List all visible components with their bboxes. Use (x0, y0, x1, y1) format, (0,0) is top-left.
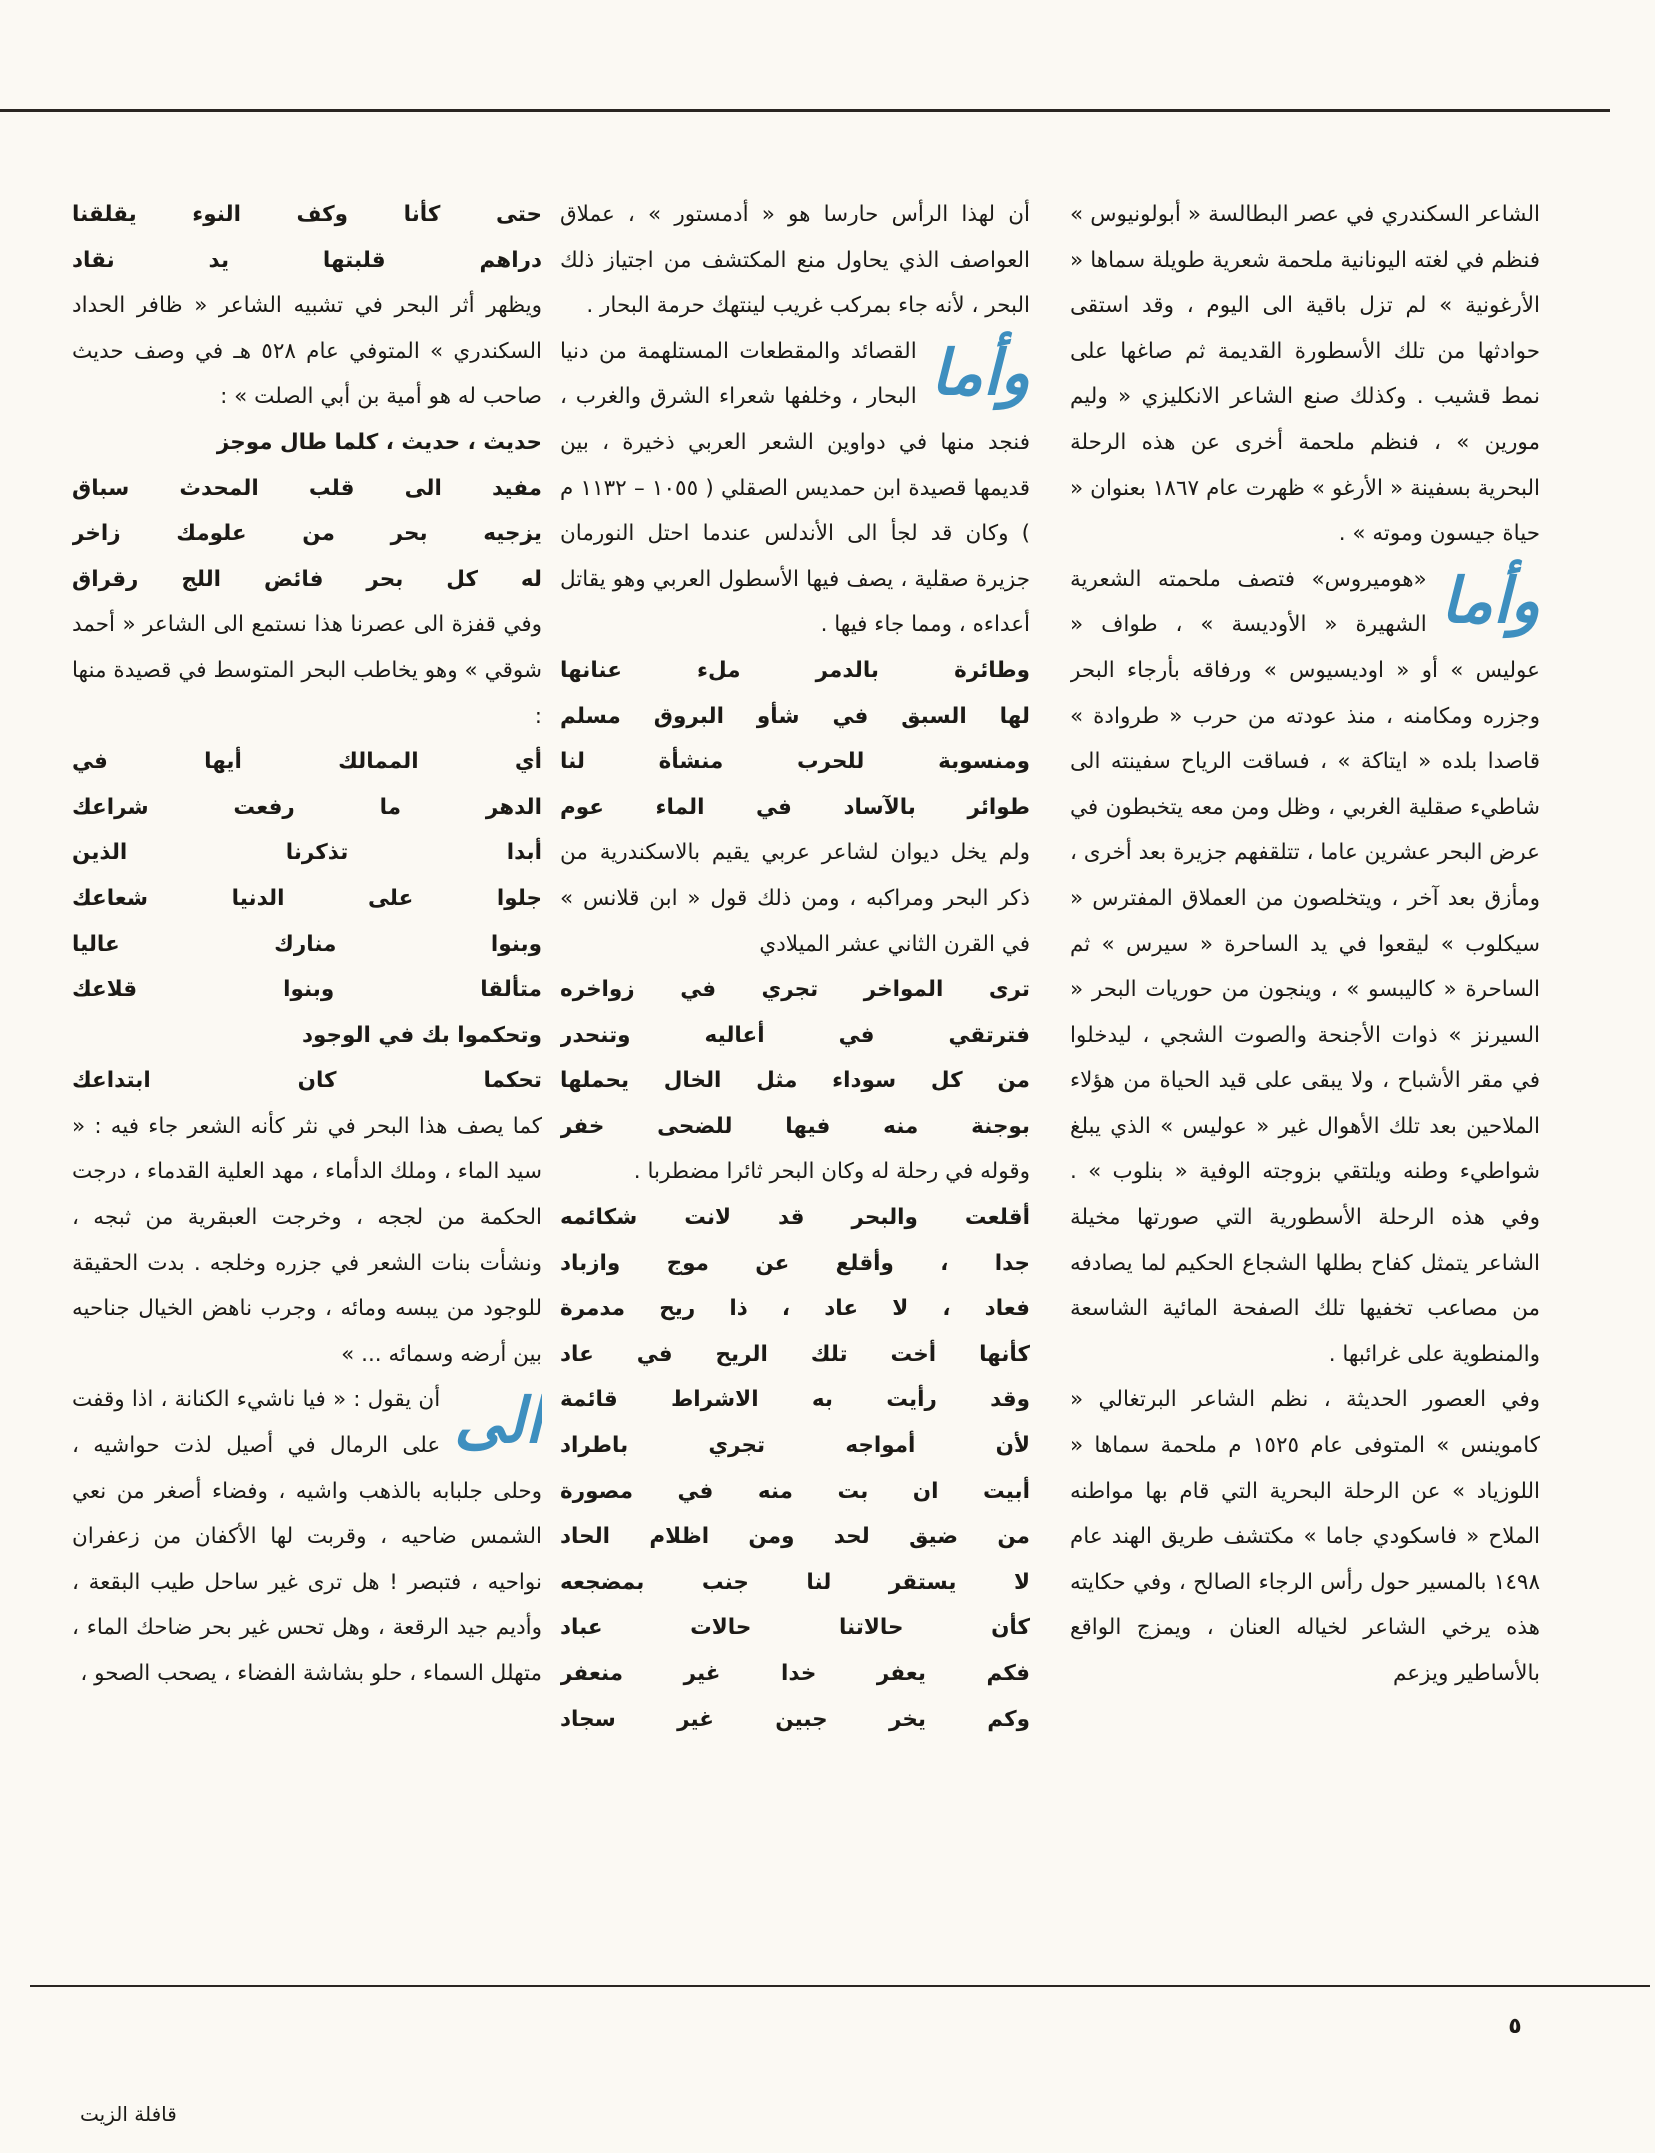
poem-verse (560, 1058, 1030, 1104)
decorative-initial: الى (454, 1384, 542, 1458)
poem-verse (560, 1195, 1030, 1241)
article-paragraph (560, 830, 1030, 967)
poem-verse (560, 739, 1030, 785)
decorative-initial: وأما (930, 335, 1030, 409)
paragraph-text: «هوميروس» فتصف ملحمته الشعرية الشهيرة « الأوديسة » ، طواف « عوليس » أو « اوديسيوس » ورفاقه بأرجاء البحر وجزره ومكامنه ، منذ عودته من حرب « طروادة » قاصدا بلده « ايتاكة » ، فساقت الرياح سفينته الى شاطيء صقلية الغربي ، وظل ومن معه يتخبطون في عرض البحر عشرين عاما ، تتلقفهم جزيرة بعد أخرى ، ومأزق بعد آخر ، ويتخلصون من العملاق المفترس « سيكلوب » ليقعوا في يد الساحرة « سيرس » ثم الساحرة « كاليبسو » ، وينجون من حوريات البحر « السيرنز » ذوات الأجنحة والصوت الشجي ، ليدخلوا في مقر الأشباح ، ولا يبقى على قيد الحياة من هؤلاء الملاحين بعد تلك الأهوال غير « عوليس » الذي يبلغ شواطيء وطنه ويلتقي بزوجته الوفية « بنلوب » . وفي هذه الرحلة الأسطورية التي صورتها مخيلة الشاعر يتمثل كفاح بطلها الشجاع الحكيم لما يصادفه من مصاعب تخفيها تلك الصفحة المائية الشاسعة والمنطوية على غرائبها . (1070, 566, 1540, 1367)
article-paragraph (72, 1377, 542, 1696)
page-number: ٥ (1508, 2014, 1522, 2039)
poem-verse (72, 876, 542, 922)
poem-verse (560, 1423, 1030, 1469)
paragraph-text: جدا ، وأقلع عن موج وازباد (560, 1250, 1030, 1276)
poem-verse (560, 1469, 1030, 1515)
poem-verse (560, 1104, 1030, 1150)
poem-verse (72, 420, 542, 466)
paragraph-text: فكم يعفر خدا غير منعفر (560, 1661, 1030, 1686)
paragraph-text: وفي العصور الحديثة ، نظم الشاعر البرتغالي « كاموينس » المتوفى عام ١٥٢٥ م ملحمة سماها « اللوزياد » عن الرحلة البحرية التي قام بها مواطنه الملاح « فاسكودي جاما » مكتشف طريق الهند عام ١٤٩٨ بالمسير حول رأس الرجاء الصالح ، وفي حكايته هذه يرخي الشاعر لخياله العنان ، ويمزج الواقع بالأساطير ويزعم (1070, 1387, 1540, 1686)
poem-verse (560, 785, 1030, 831)
poem-verse (560, 1651, 1030, 1697)
poem-verse (72, 739, 542, 785)
paragraph-text: من كل سوداء مثل الخال يحملها (560, 1068, 1030, 1094)
poem-verse (72, 785, 542, 831)
article-paragraph (1070, 1377, 1540, 1696)
article-paragraph (72, 602, 542, 739)
paragraph-text: حتى كأنا وكف النوء يقلقنا (72, 202, 542, 227)
poem-verse (72, 1058, 542, 1104)
paragraph-text: وطائرة بالدمر ملء عنانها (560, 657, 1030, 683)
paragraph-text: مفيد الى قلب المحدث سباق (72, 475, 542, 501)
paragraph-text: فعاد ، لا عاد ، ذا ريح مدمرة (560, 1296, 1030, 1322)
paragraph-text: كأن حالاتنا حالات عباد (560, 1615, 1030, 1641)
poem-verse (560, 1377, 1030, 1423)
poem-verse (560, 694, 1030, 740)
paragraph-text: يزجيه بحر من علومك زاخر (72, 521, 542, 547)
paragraph-text: فترتقي في أعاليه وتنحدر (560, 1022, 1030, 1048)
poem-verse (560, 1241, 1030, 1287)
poem-verse (560, 1560, 1030, 1606)
paragraph-text: كما يصف هذا البحر في نثر كأنه الشعر جاء فيه : « سيد الماء ، وملك الدأماء ، مهد العلية القدماء ، درجت الحكمة من لججه ، وخرجت العبقرية من ثبجه ، ونشأت بنات الشعر في جزره وخلجه . بدت الحقيقة للوجود من يبسه ومائه ، وجرب ناهض الخيال جناحيه بين أرضه وسمائه ... » (72, 1113, 542, 1367)
paragraph-text: حديث ، حديث ، كلما طال موجز (216, 429, 542, 455)
paragraph-text: القصائد والمقطعات المستلهمة من دنيا البحار ، وخلفها شعراء الشرق والغرب ، فنجد منها في دواوين الشعر العربي ذخيرة ، بين قديمها قصيدة ابن حمديس الصقلي ( ١٠٥٥ – ١١٣٢ م ) وكان قد لجأ الى الأندلس عندما احتل النورمان جزيرة صقلية ، يصف فيها الأسطول العربي وهو يقاتل أعداءه ، ومما جاء فيها . (560, 338, 1030, 638)
article-column-left (72, 192, 542, 1972)
paragraph-text: ولم يخل ديوان لشاعر عربي يقيم بالاسكندرية من ذكر البحر ومراكبه ، ومن ذلك قول « ابن قلانس » في القرن الثاني عشر الميلادي (560, 840, 1030, 957)
bottom-rule (30, 1985, 1650, 1987)
paragraph-text: ومنسوبة للحرب منشأة لنا (560, 749, 1030, 775)
article-paragraph (1070, 557, 1540, 1378)
poem-verse (560, 1605, 1030, 1651)
poem-verse (560, 1286, 1030, 1332)
article-paragraph (560, 329, 1030, 648)
poem-verse (72, 830, 542, 876)
article-column-middle (560, 192, 1030, 1972)
poem-verse (560, 648, 1030, 694)
poem-verse (560, 1332, 1030, 1378)
poem-verse (72, 922, 542, 968)
poem-verse (72, 1013, 542, 1059)
poem-verse (72, 967, 542, 1013)
paragraph-text: وفي قفزة الى عصرنا هذا نستمع الى الشاعر « أحمد شوقي » وهو يخاطب البحر المتوسط في قصيدة منها : (72, 612, 542, 729)
paragraph-text: وكم يخر جبين غير سجاد (560, 1706, 1030, 1732)
paragraph-text: كأنها أخت تلك الريح في عاد (560, 1341, 1030, 1367)
paragraph-text: أي الممالك أيها في (72, 749, 542, 775)
paragraph-text: من ضيق لحد ومن اظلام الحاد (560, 1524, 1030, 1550)
paragraph-text: وقد رأيت به الاشراط قائمة (560, 1387, 1030, 1413)
paragraph-text: جلوا على الدنيا شعاعك (72, 885, 542, 911)
paragraph-text: أبيت ان بت منه في مصورة (560, 1478, 1030, 1504)
paragraph-text: لا يستقر لنا جنب بمضجعه (560, 1569, 1030, 1595)
paragraph-text: لأن أمواجه تجري باطراد (560, 1433, 1030, 1459)
paragraph-text: تحكما كان ابتداعك (72, 1068, 542, 1094)
poem-verse (560, 1697, 1030, 1743)
poem-verse (72, 557, 542, 603)
paragraph-text: وتحكموا بك في الوجود (301, 1022, 542, 1048)
article-paragraph (72, 1104, 542, 1378)
paragraph-text: طوائر بالآساد في الماء عوم (560, 794, 1030, 820)
paragraph-text: ويظهر أثر البحر في تشبيه الشاعر « ظافر الحداد السكندري » المتوفي عام ٥٢٨ هـ في وصف حديث صاحب له هو أمية بن أبي الصلت » : (72, 293, 542, 410)
poem-verse (560, 1013, 1030, 1059)
paragraph-text: أبدا تذكرنا الذين (72, 840, 542, 866)
decorative-initial: وأما (1440, 563, 1540, 637)
magazine-name: قافلة الزيت (80, 2102, 177, 2126)
poem-verse (560, 1514, 1030, 1560)
paragraph-text: بوجنة منه فيها للضحى خفر (560, 1113, 1030, 1139)
paragraph-text: ترى المواخر تجري في زواخره (560, 977, 1030, 1003)
article-paragraph (72, 283, 542, 420)
poem-verse (72, 238, 542, 284)
article-paragraph (1070, 192, 1540, 557)
article-paragraph (560, 1149, 1030, 1195)
top-rule (0, 109, 1610, 112)
paragraph-text: أن يقول : « فيا ناشيء الكنانة ، اذا وقفت على الرمال في أصيل لذت حواشيه ، وحلى جلبابه بالذهب واشيه ، وفضاء أصغر من نعي الشمس ضاحيه ، وقربت لها الأكفان من زعفران نواحيه ، فتبصر ! هل ترى غير ساحل طيب البقعة ، وأديم جيد الرقعة ، وهل تحس غير بحر ضاحك الماء ، متهلل السماء ، حلو بشاشة الفضاء ، يصحب الصحو ، (72, 1387, 542, 1686)
poem-verse (72, 511, 542, 557)
paragraph-text: أقلعت والبحر قد لانت شكائمه (560, 1205, 1030, 1231)
paragraph-text: له كل بحر فائض اللج رقراق (72, 566, 542, 592)
poem-verse (72, 466, 542, 512)
article-column-right (1070, 192, 1540, 1972)
paragraph-text: أن لهذا الرأس حارسا هو « أدمستور » ، عملاق العواصف الذي يحاول منع المكتشف من اجتياز ذلك البحر ، لأنه جاء بمركب غريب لينتهك حرمة البحار . (560, 202, 1030, 319)
paragraph-text: دراهم قلبتها يد نقاد (72, 247, 542, 273)
paragraph-text: وبنوا منارك عاليا (72, 931, 542, 957)
poem-verse (72, 192, 542, 238)
paragraph-text: الشاعر السكندري في عصر البطالسة « أبولونيوس » فنظم في لغته اليونانية ملحمة شعرية طويلة سماها « الأرغونية » لم تزل باقية الى اليوم ، وقد استقى حوادثها من تلك الأسطورة القديمة ثم صاغها على نمط قشيب . وكذلك صنع الشاعر الانكليزي « وليم مورين » ، فنظم ملحمة أخرى عن هذه الرحلة البحرية بسفينة « الأرغو » ظهرت عام ١٨٦٧ بعنوان « حياة جيسون وموته » . (1070, 202, 1540, 547)
poem-verse (560, 967, 1030, 1013)
paragraph-text: الدهر ما رفعت شراعك (72, 794, 542, 820)
paragraph-text: وقوله في رحلة له وكان البحر ثائرا مضطربا . (633, 1159, 1030, 1185)
article-paragraph (560, 192, 1030, 329)
paragraph-text: متألقا وبنوا قلاعك (72, 977, 542, 1003)
paragraph-text: لها السبق في شأو البروق مسلم (560, 703, 1030, 729)
